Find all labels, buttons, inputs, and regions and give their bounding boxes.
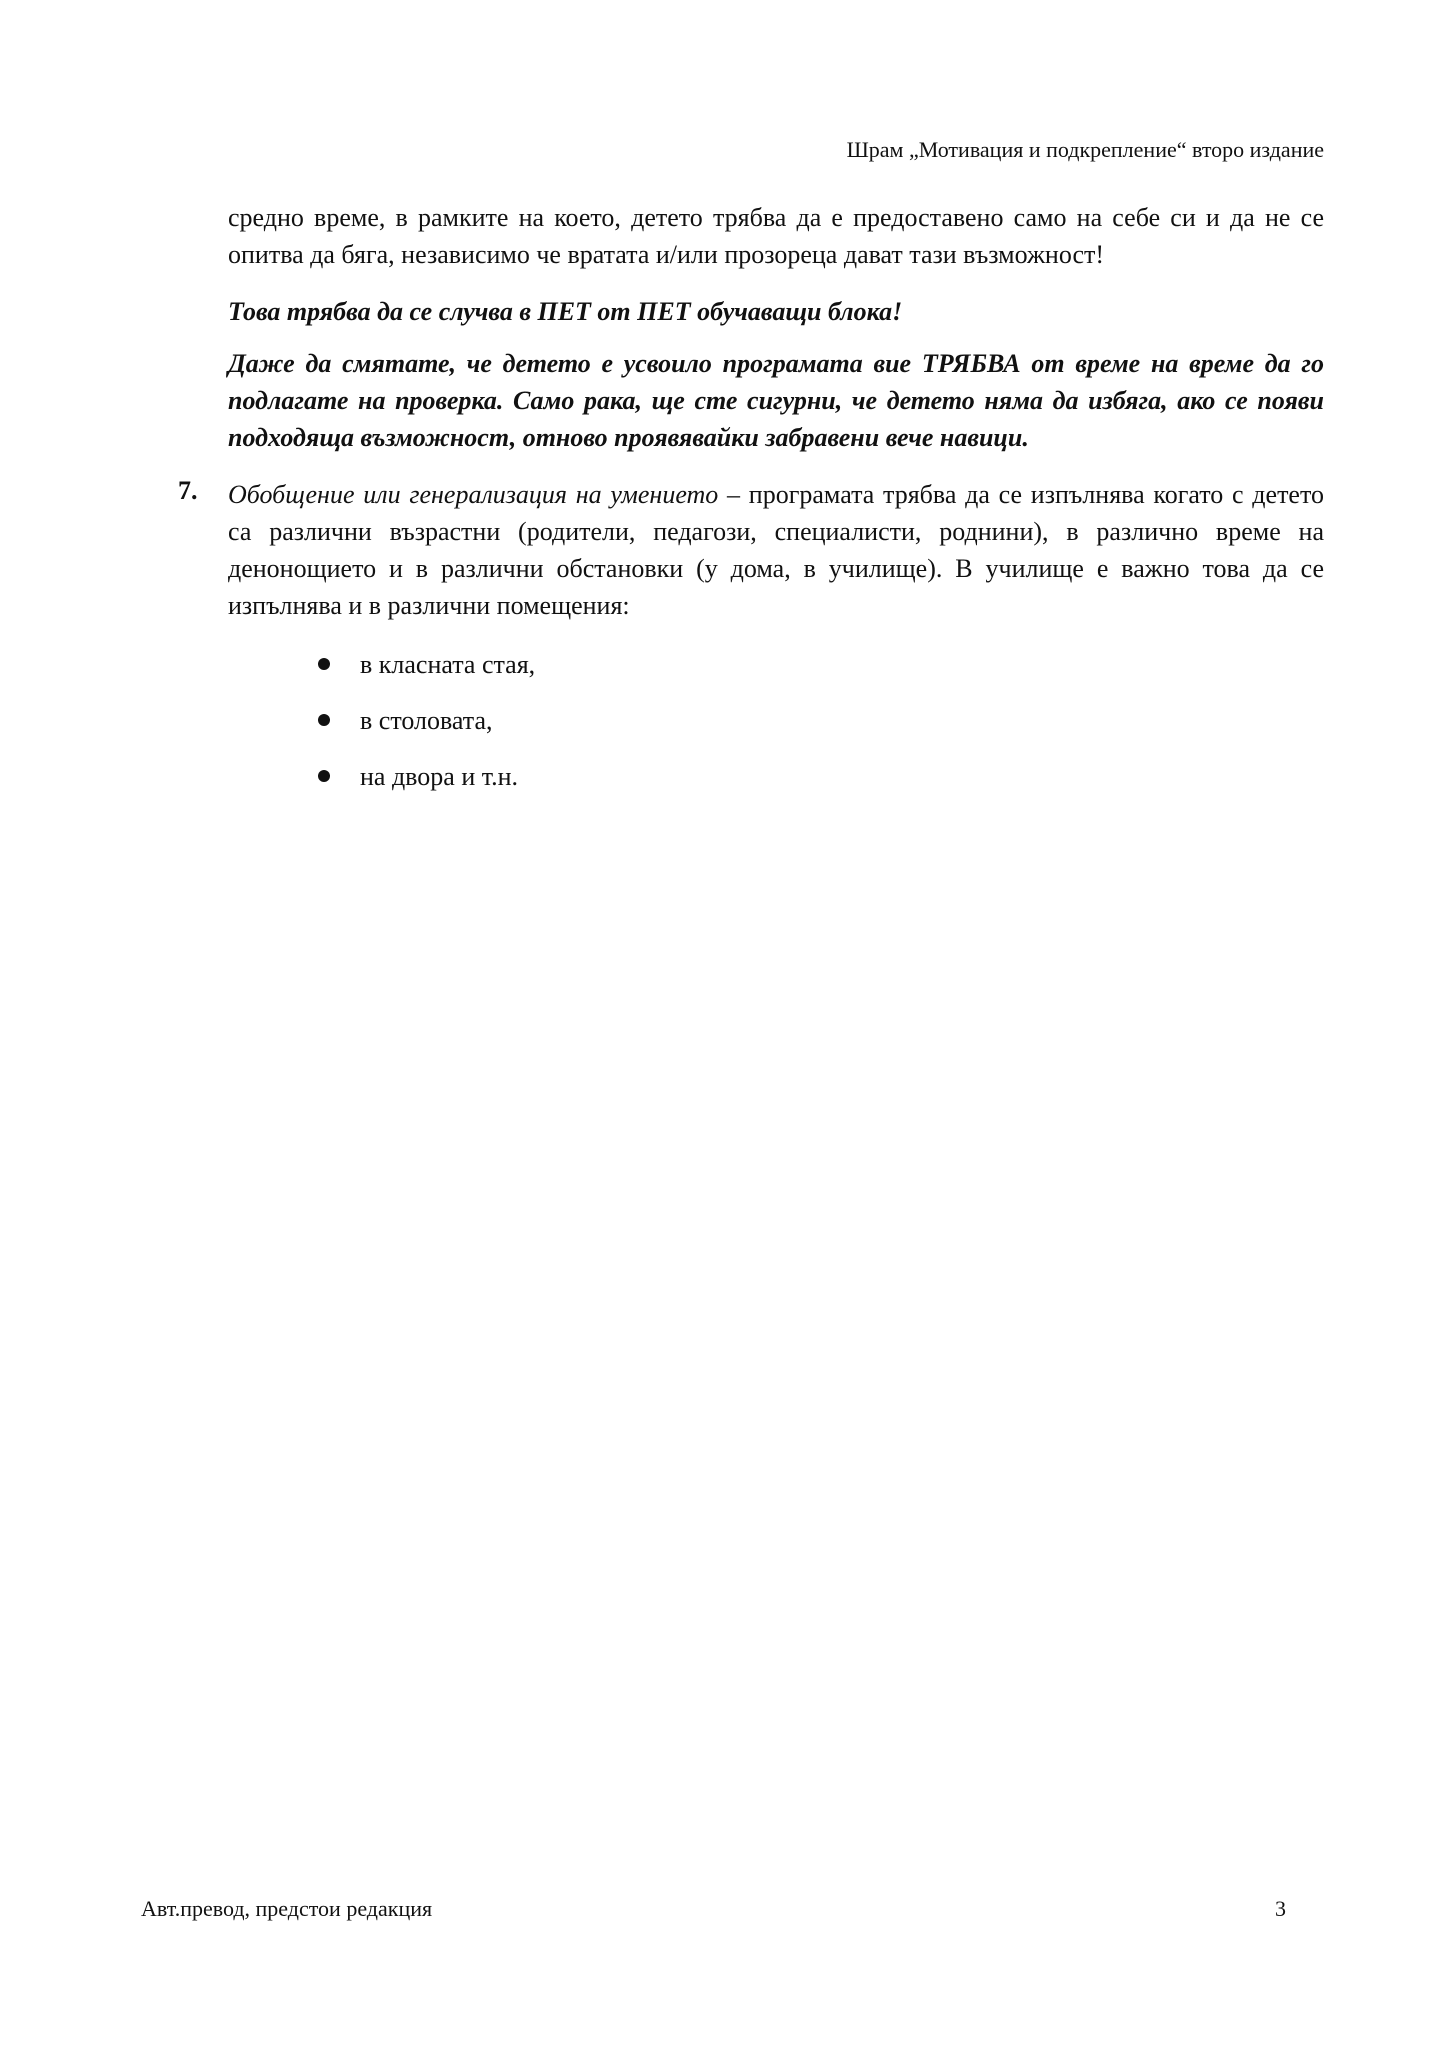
bullet-text: в класната стая, [360, 650, 536, 679]
item-7-text: – програмата трябва да се изпълнява когато с детето са различни възрастни (родители, педагози, специалисти, роднини), в различно време на денонощието и в различни обстановки (у дома, в училище). В училище е важно това да се изпълнява и в различни помещения: [228, 480, 1324, 620]
paragraph-1: средно време, в рамките на което, детето трябва да е предоставено само на себе си и да не се опитва да бяга, независимо че вратата и/или прозореца дават тази възможност! [228, 203, 1324, 269]
list-item-7 [228, 476, 1324, 624]
bullet-text: в столовата, [360, 706, 493, 735]
emphasis-paragraph-1: Това трябва да се случва в ПЕТ от ПЕТ обучаващи блока! [228, 297, 903, 326]
list-number-7: 7. [178, 476, 198, 505]
bullet-item [318, 646, 535, 702]
emphasis-paragraph-2: Даже да смятате, че детето е усвоило програмата вие ТРЯБВА от време на време да го подлагате на проверка. Само рака, ще сте сигурни, че детето няма да избяга, ако се появи подходяща възможност, отново проявявайки забравени вече навици. [228, 349, 1324, 452]
page-number: 3 [1275, 1896, 1286, 1921]
bullet-dot-icon [318, 714, 330, 726]
footer-note: Авт.превод, предстои редакция [141, 1896, 433, 1921]
bullet-list [318, 646, 535, 814]
bullet-item [318, 702, 535, 758]
item-7-term: Обобщение или генерализация на умението [228, 480, 719, 509]
bullet-dot-icon [318, 658, 330, 670]
bullet-item [318, 758, 535, 814]
page-header: Шрам „Мотивация и подкрепление“ второ издание [846, 137, 1324, 162]
bullet-dot-icon [318, 770, 330, 782]
bullet-text: на двора и т.н. [360, 762, 519, 791]
